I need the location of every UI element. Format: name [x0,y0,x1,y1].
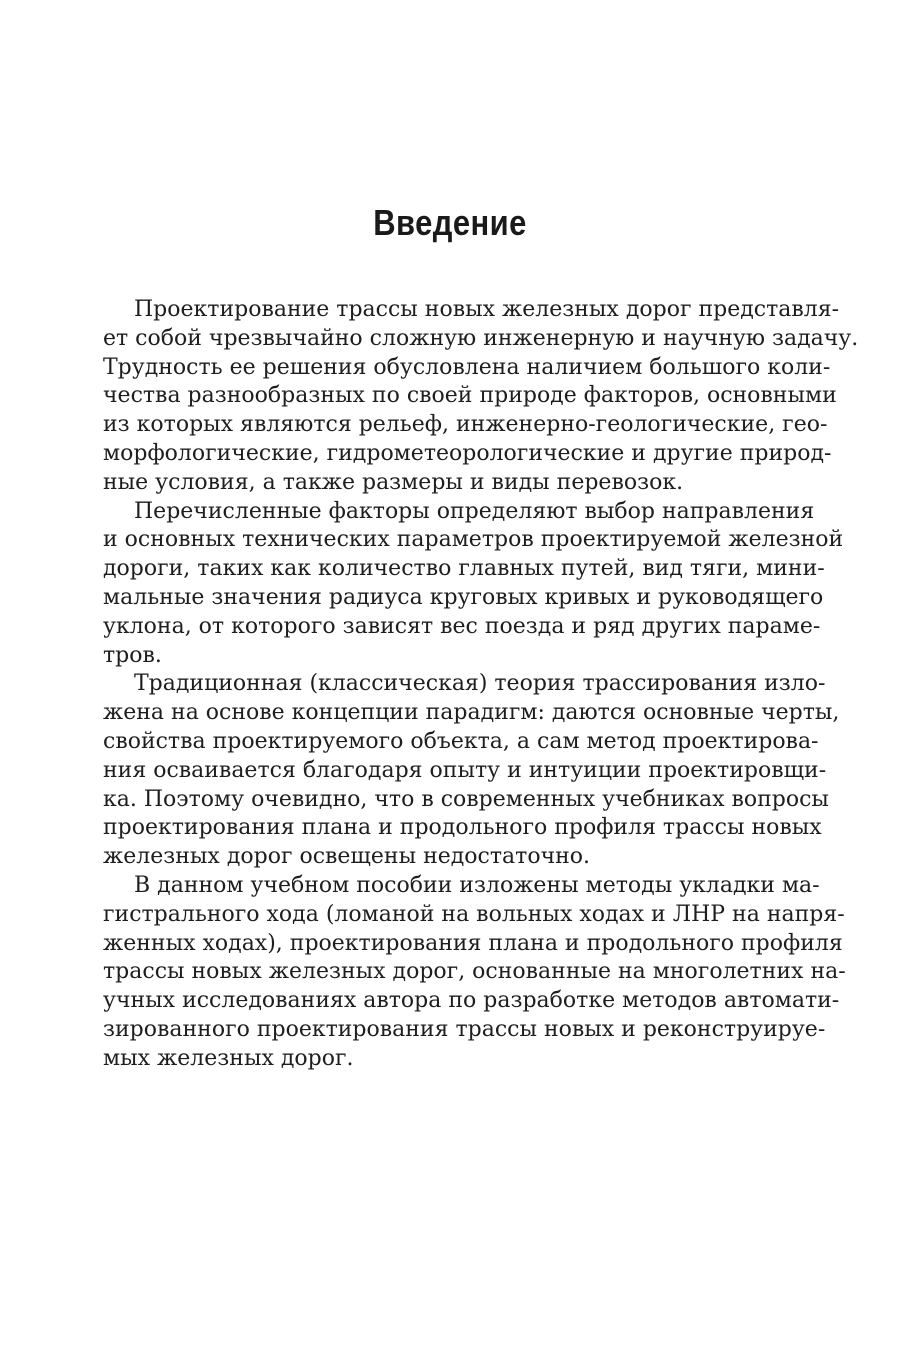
paragraph-4-line-1: В данном учебном пособии изложены методы укладки ма- [134,872,820,898]
paragraph-4-line-4: трассы новых железных дорог, основанные на многолетних на- [103,959,846,985]
paragraph-3-line-5: ка. Поэтому очевидно, что в современных учебниках вопросы [103,786,829,812]
paragraph-1-line-3: Трудность ее решения обусловлена наличием большого коли- [103,354,831,380]
paragraph-1-line-2: ет собой чрезвычайно сложную инженерную и научную задачу. [103,325,859,351]
paragraph-1-line-5: из которых являются рельеф, инженерно-геологические, гео- [103,412,828,438]
paragraph-1-line-6: морфологические, гидрометеорологические и другие природ- [103,440,832,466]
body-text [103,296,859,1074]
paragraph-2-line-1: Перечисленные факторы определяют выбор направления [134,498,815,524]
paragraph-1-line-7: ные условия, а также размеры и виды перевозок. [103,469,684,495]
paragraph-3-line-7: железных дорог освещены недостаточно. [103,844,591,870]
paragraph-1-line-1: Проектирование трассы новых железных дорог представля- [134,297,840,322]
paragraph-3-line-6: проектирования плана и продольного профиля трассы новых [103,815,822,841]
paragraph-3-line-1: Традиционная (классическая) теория трассирования изло- [134,671,826,697]
paragraph-3-line-3: свойства проектируемого объекта, а сам метод проектирова- [103,728,819,754]
paragraph-4-line-5: учных исследованиях автора по разработке методов автомати- [103,988,840,1014]
paragraph-2-line-6: тров. [103,642,162,668]
paragraph-2-line-2: и основных технических параметров проектируемой железной [103,527,844,553]
paragraph-4-line-2: гистрального хода (ломаной на вольных ходах и ЛНР на напря- [103,901,845,927]
paragraph-4-line-7: мых железных дорог. [103,1045,354,1071]
chapter-title: Введение [373,202,527,243]
paragraph-4-line-6: зированного проектирования трассы новых и реконструируе- [103,1016,826,1042]
paragraph-1-line-4: чества разнообразных по своей природе факторов, основными [103,383,837,409]
paragraph-2-line-3: дороги, таких как количество главных путей, вид тяги, мини- [103,556,825,582]
paragraph-2-line-4: мальные значения радиуса круговых кривых и руководящего [103,584,824,610]
paragraph-3-line-4: ния осваивается благодаря опыту и интуиции проектировщи- [103,757,827,783]
paragraph-2-line-5: уклона, от которого зависят вес поезда и ряд других параме- [103,613,821,639]
paragraph-3-line-2: жена на основе концепции парадигм: даются основные черты, [103,700,840,726]
paragraph-4-line-3: женных ходах), проектирования плана и продольного профиля [103,930,843,956]
